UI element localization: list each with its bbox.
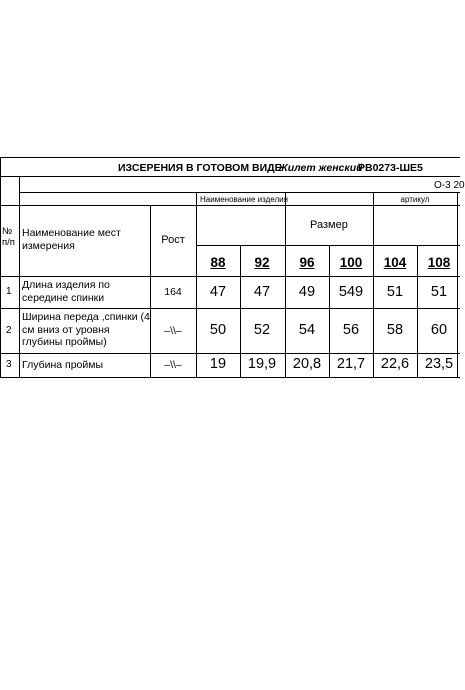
row-value: 22,6 xyxy=(380,356,410,372)
size-header: 108 xyxy=(427,255,451,270)
row-number: 3 xyxy=(6,359,12,370)
row-height: 164 xyxy=(164,286,182,298)
model-code: О-3 20 xyxy=(434,180,465,191)
row-value: 54 xyxy=(298,322,316,338)
column-name-header: Наименование мест измерения xyxy=(22,227,121,252)
size-header: 100 xyxy=(339,255,363,270)
row-value: 19,9 xyxy=(247,356,277,372)
article-label: артикул xyxy=(400,195,430,204)
row-value: 47 xyxy=(253,284,271,300)
row-number: 2 xyxy=(6,325,12,336)
row-value: 549 xyxy=(338,284,364,300)
size-header: 88 xyxy=(210,255,226,270)
row-value: 60 xyxy=(430,322,448,338)
product-name-label: Наименование изделия xyxy=(200,195,288,204)
row-name: Длина изделия по середине спинки xyxy=(22,279,110,304)
row-value: 50 xyxy=(209,322,227,338)
row-value: 56 xyxy=(342,322,360,338)
column-height-header: Рост xyxy=(161,234,185,246)
column-size-header: Размер xyxy=(310,219,348,231)
row-height: –\\– xyxy=(164,325,182,337)
row-value: 58 xyxy=(386,322,404,338)
measurement-table xyxy=(0,157,465,378)
row-value: 52 xyxy=(253,322,271,338)
product-name: Жилет женский xyxy=(278,162,363,174)
row-value: 51 xyxy=(430,284,448,300)
row-value: 19 xyxy=(209,356,227,372)
size-header: 96 xyxy=(299,255,315,270)
document-title: ИЗСЕРЕНИЯ В ГОТОВОМ ВИДЕ xyxy=(118,162,282,174)
size-header: 104 xyxy=(383,255,407,270)
row-value: 49 xyxy=(298,284,316,300)
row-height: –\\– xyxy=(164,359,182,371)
row-name: Глубина проймы xyxy=(22,359,104,371)
row-number: 1 xyxy=(6,286,12,297)
size-header: 92 xyxy=(254,255,270,270)
column-number-header: № п/п xyxy=(2,226,15,249)
row-value: 21,7 xyxy=(336,356,366,372)
row-value: 23,5 xyxy=(424,356,454,372)
row-value: 47 xyxy=(209,284,227,300)
row-value: 20,8 xyxy=(292,356,322,372)
article-number: РВ0273-ШЕ5 xyxy=(358,162,423,174)
row-value: 51 xyxy=(386,284,404,300)
row-name: Ширина переда ,спинки (4 см вниз от уровня глубины проймы) xyxy=(22,311,150,349)
